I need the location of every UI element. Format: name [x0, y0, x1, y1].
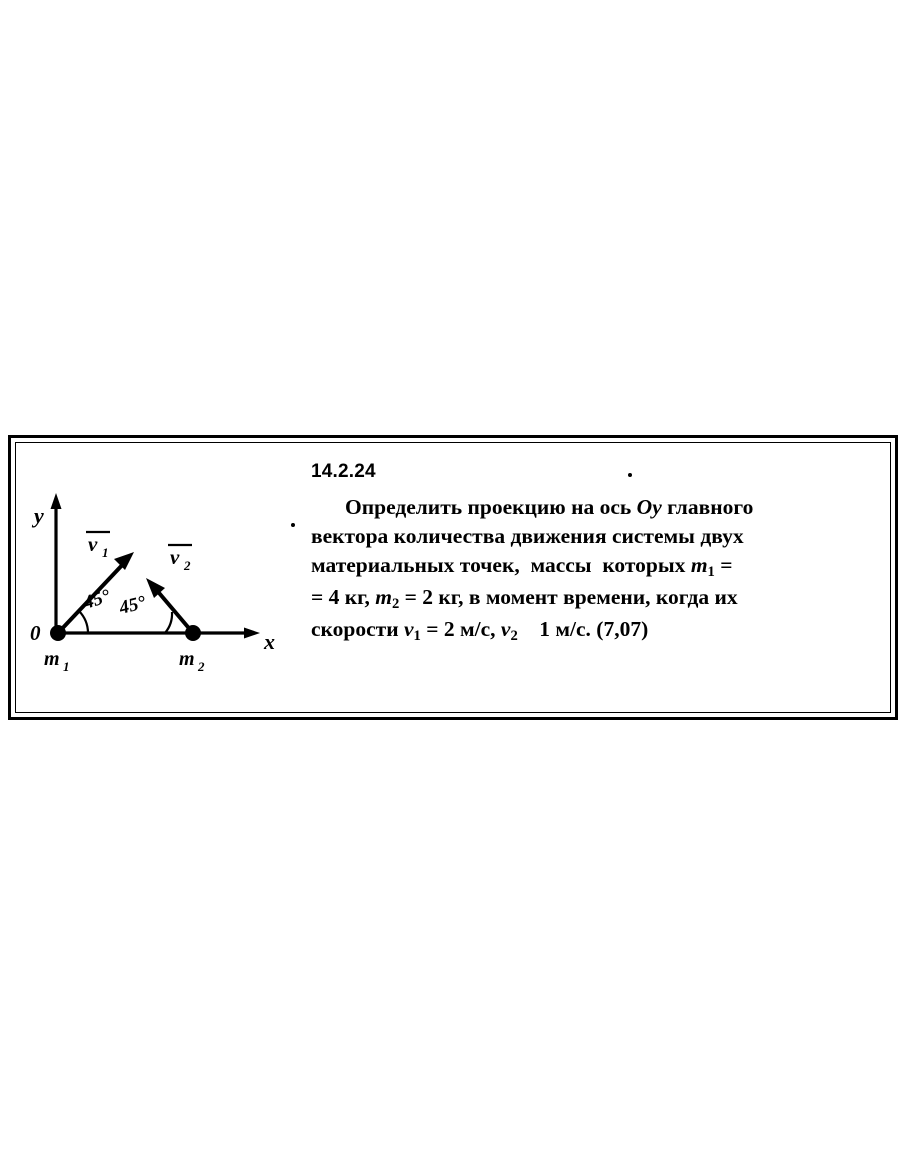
problem-line-5: скорости $v_1 = 2$ м/с, $v_2$ 1 м/с. (7,07) [311, 617, 649, 645]
vector1-label [86, 532, 110, 560]
problem-block [8, 435, 898, 720]
angle-arc-2 [165, 612, 172, 633]
problem-text-column [311, 461, 881, 647]
svg-text:2: 2 [198, 659, 205, 673]
y-axis-label: y [34, 503, 44, 528]
problem-line-3: материальных точек, массы которых $m_1$ = [311, 553, 733, 581]
svg-text:1: 1 [63, 659, 70, 673]
problem-line-4: = 4 кг, $m_2 = 2$ кг, в момент времени, когда их [311, 585, 738, 613]
origin-label: 0 [30, 621, 41, 645]
svg-text:m: m [179, 648, 195, 670]
figure-diagram [26, 483, 281, 673]
svg-text:v: v [170, 545, 180, 569]
problem-body [311, 493, 881, 647]
svg-text:m: m [44, 648, 60, 670]
problem-line-1: Определить проекцию на ось Oy главного [345, 495, 754, 519]
y-axis [51, 493, 62, 633]
mass1-label [44, 648, 70, 673]
vector2-label [168, 545, 192, 573]
mass2-label [179, 648, 205, 673]
x-axis [56, 628, 260, 639]
svg-text:2: 2 [184, 558, 191, 573]
problem-number: 14.2.24 [311, 461, 376, 482]
angle-arc-1 [79, 611, 88, 633]
svg-text:1: 1 [102, 545, 109, 560]
scan-speck-left [291, 523, 295, 527]
problem-block-inner-border [15, 442, 891, 713]
mass-point-m2 [185, 625, 201, 641]
problem-line-2: вектора количества движения системы двух [311, 524, 744, 549]
angle-label-2: 45° [117, 592, 149, 619]
figure-svg [26, 483, 281, 673]
svg-text:v: v [88, 532, 98, 556]
angle-label-1: 45° [81, 585, 113, 614]
mass-point-m1 [50, 625, 66, 641]
x-axis-label: x [264, 629, 275, 654]
